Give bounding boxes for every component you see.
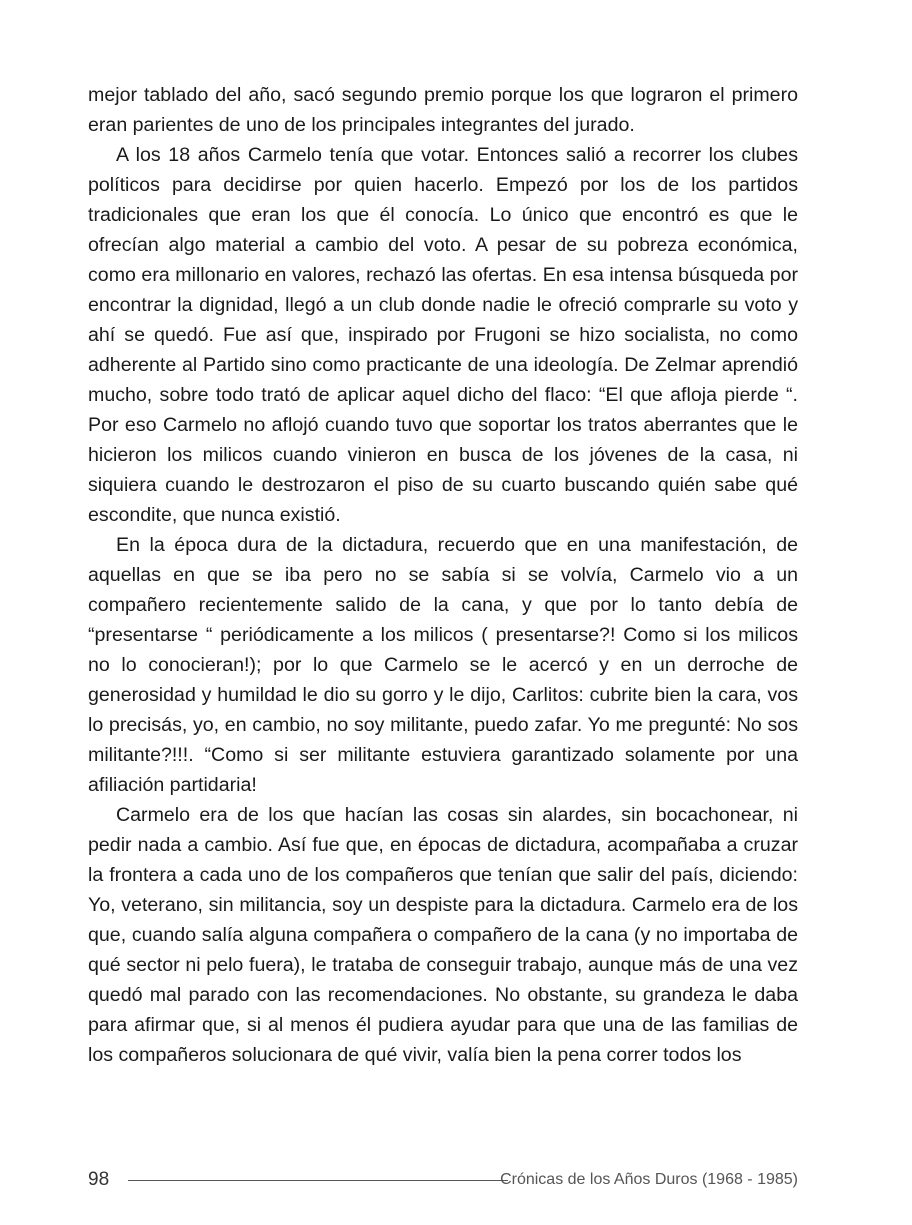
- paragraph-2: A los 18 años Carmelo tenía que votar. Entonces salió a recorrer los clubes políticos para decidirse por quien hacerlo. Empezó por los de los partidos tradicionales que eran los que él conocía. Lo único que encontró es que le ofrecían algo material a cambio del voto. A pesar de su pobreza económica, como era millonario en valores, rechazó las ofertas. En esa intensa búsqueda por encontrar la dignidad, llegó a un club donde nadie le ofreció comprarle su voto y ahí se quedó. Fue así que, inspirado por Frugoni se hizo socialista, no como adherente al Partido sino como practicante de una ideología. De Zelmar aprendió mucho, sobre todo trató de aplicar aquel dicho del flaco: “El que afloja pierde “. Por eso Carmelo no aflojó cuando tuvo que soportar los tratos aberrantes que le hicieron los milicos cuando vinieron en busca de los jóvenes de la casa, ni siquiera cuando le destrozaron el piso de su cuarto buscando quién sabe qué escondite, que nunca existió.: [88, 144, 798, 526]
- footer-divider: [128, 1180, 508, 1181]
- paragraph-4: Carmelo era de los que hacían las cosas sin alardes, sin bocachonear, ni pedir nada a cambio. Así fue que, en épocas de dictadura, acompañaba a cruzar la frontera a cada uno de los compañeros que tenían que salir del país, diciendo: Yo, veterano, sin militancia, soy un despiste para la dictadura. Carmelo era de los que, cuando salía alguna compañera o compañero de la cana (y no importaba de qué sector ni pelo fuera), le trataba de conseguir trabajo, aunque más de una vez quedó mal parado con las recomendaciones. No obstante, su grandeza le daba para afirmar que, si al menos él pudiera ayudar para que una de las familias de los compañeros solucionara de qué vivir, valía bien la pena correr todos los: [88, 804, 798, 1066]
- page-number: 98: [88, 1169, 110, 1190]
- page-footer: [88, 1168, 798, 1192]
- paragraph-1: mejor tablado del año, sacó segundo premio porque los que lograron el primero eran parientes de uno de los principales integrantes del jurado.: [88, 84, 798, 136]
- page-body: [88, 80, 798, 1070]
- paragraph-3: En la época dura de la dictadura, recuerdo que en una manifestación, de aquellas en que se iba pero no se sabía si se volvía, Carmelo vio a un compañero recientemente salido de la cana, y que por lo tanto debía de “presentarse “ periódicamente a los milicos ( presentarse?! Como si los milicos no lo conocieran!); por lo que Carmelo se le acercó y en un derroche de generosidad y humildad le dio su gorro y le dijo, Carlitos: cubrite bien la cara, vos lo precisás, yo, en cambio, no soy militante, puedo zafar. Yo me pregunté: No sos militante?!!!. “Como si ser militante estuviera garantizado solamente por una afiliación partidaria!: [88, 534, 798, 796]
- running-title: Crónicas de los Años Duros (1968 - 1985): [500, 1171, 798, 1188]
